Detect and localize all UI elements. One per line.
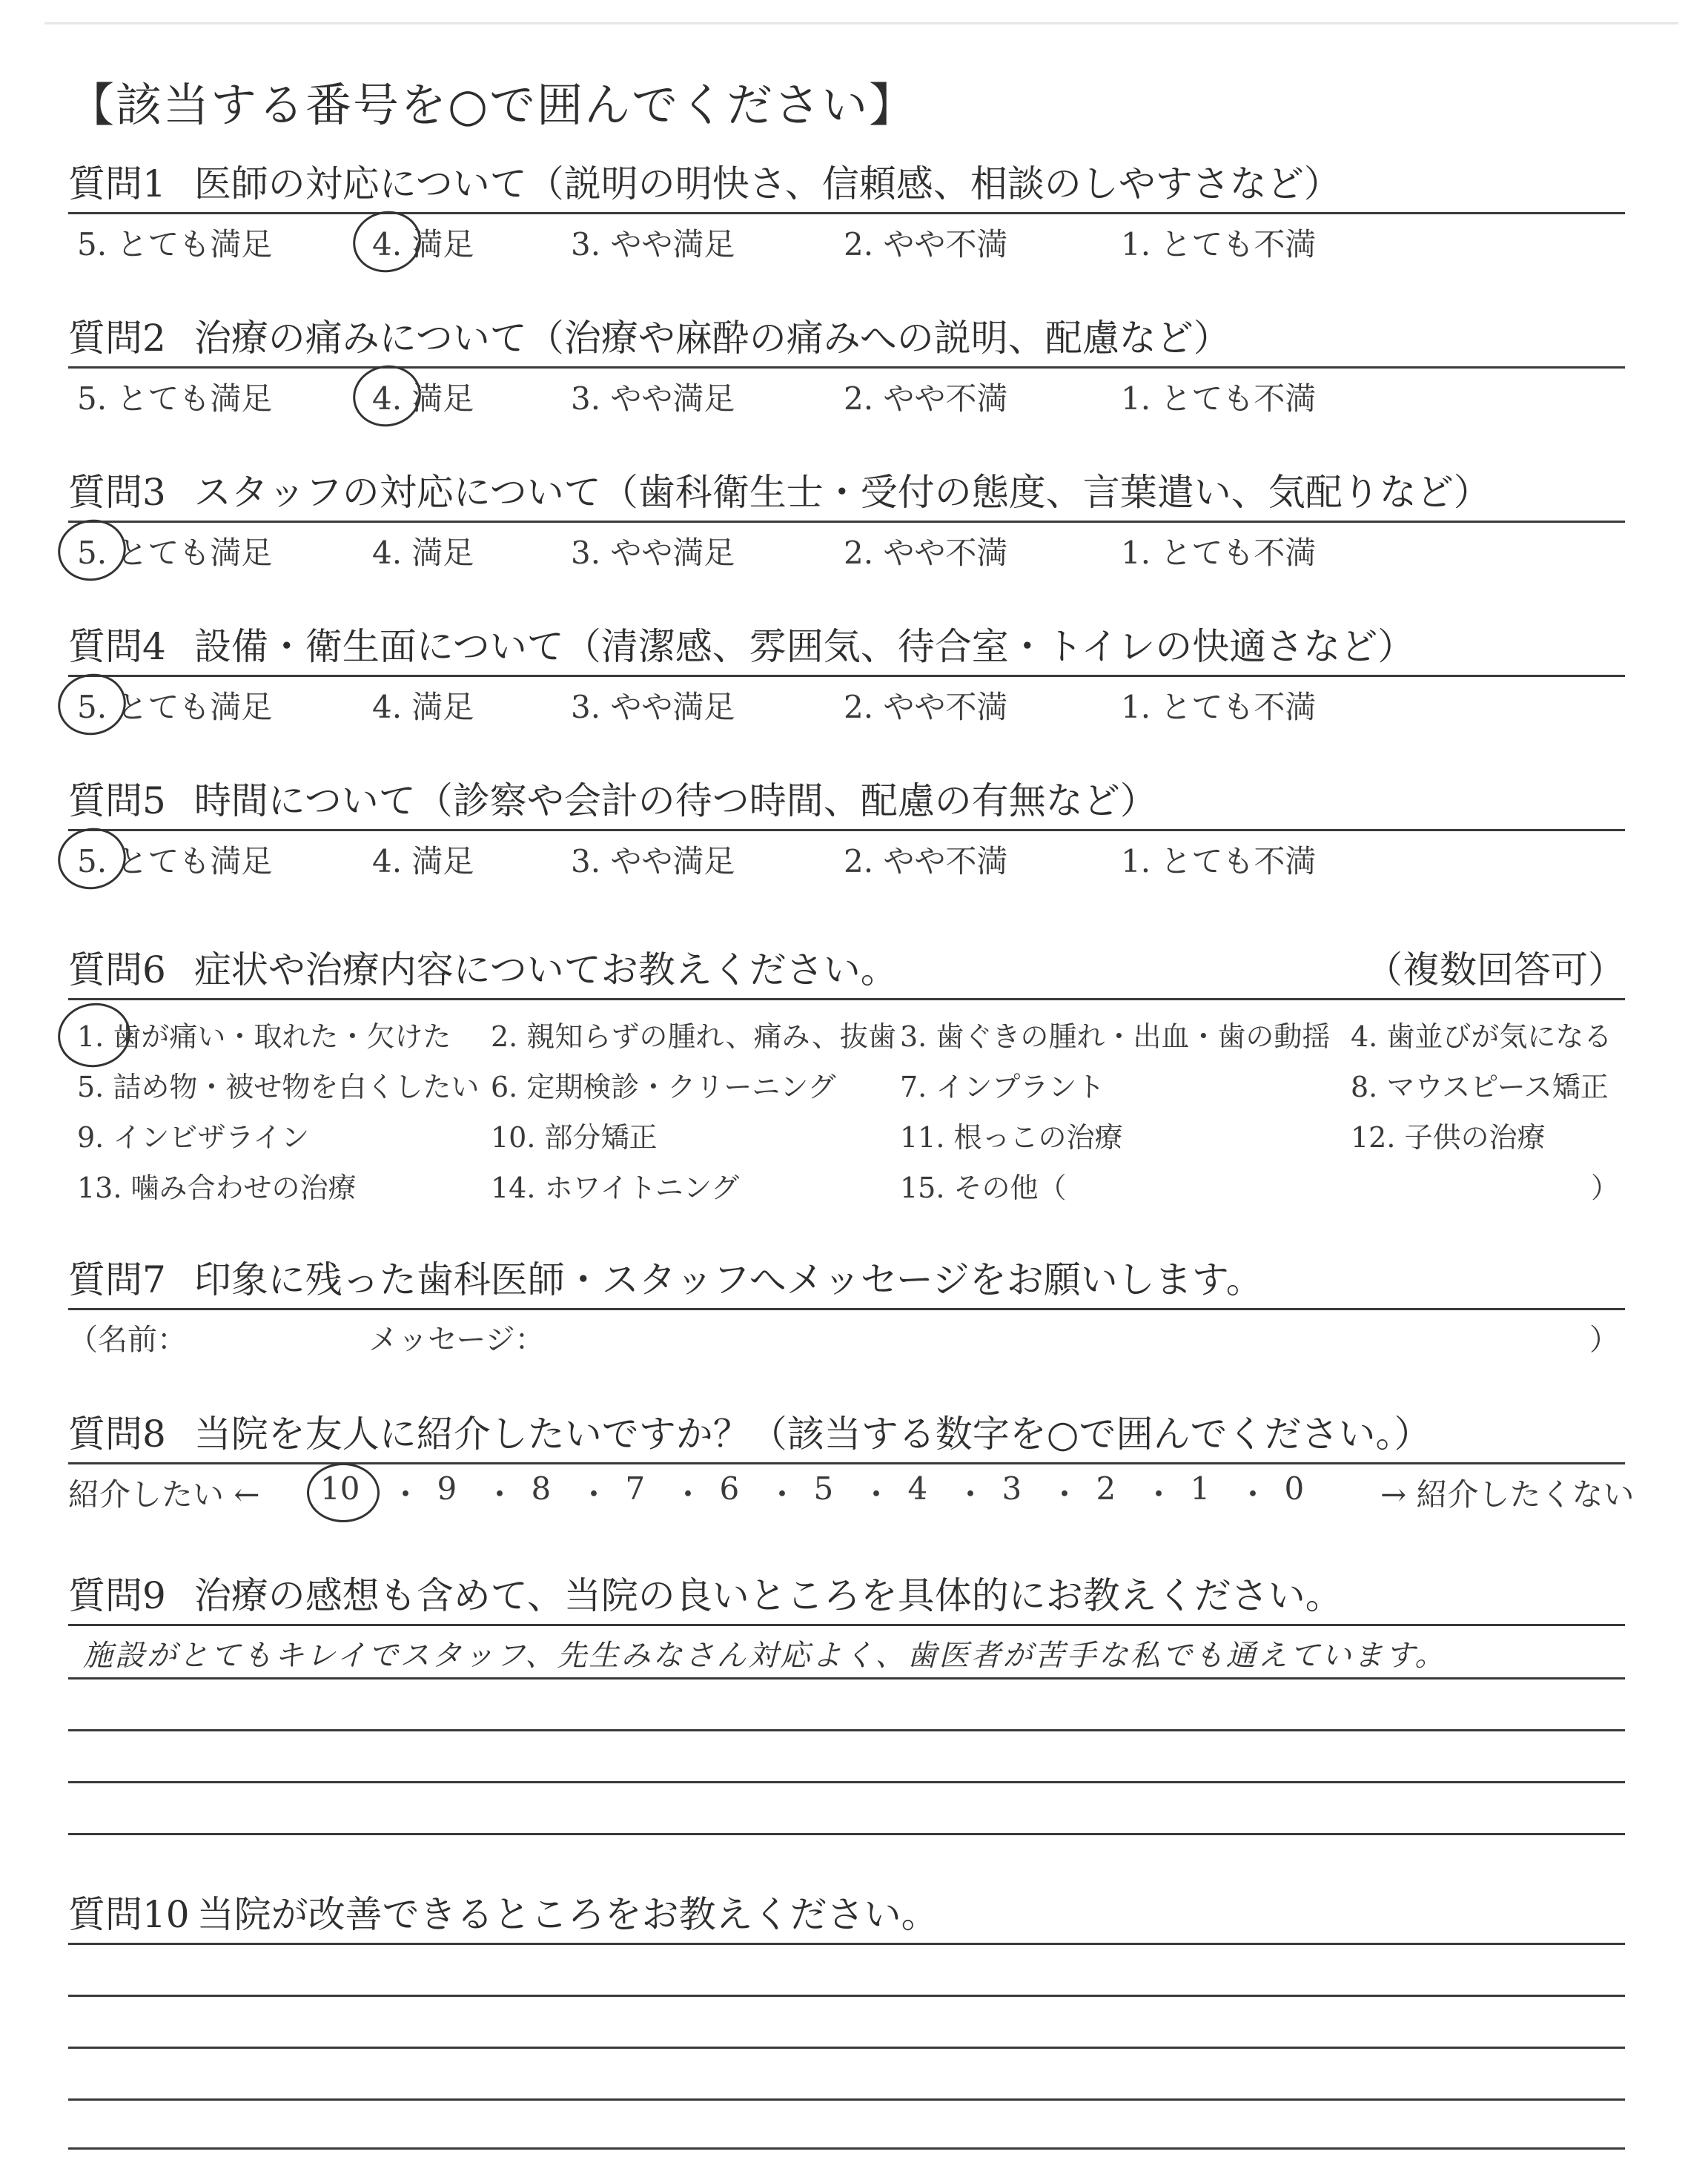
question-number: 質問3 (68, 471, 166, 514)
rating-option[interactable]: 5. とても満足 (77, 535, 273, 571)
selected-circle (52, 513, 131, 587)
symptom-options (68, 1000, 1625, 1215)
close-paren: ） (1590, 1172, 1619, 1204)
answer-line (68, 2098, 1625, 2101)
scale-separator: ・ (1143, 1476, 1175, 1513)
symptom-option[interactable]: 3. 歯ぐきの腫れ・出血・歯の動揺 (900, 1020, 1331, 1053)
symptom-option[interactable]: 7. インプラント (900, 1071, 1105, 1103)
rating-option[interactable]: 2. やや不満 (844, 689, 1008, 725)
question-number: 質問10 (68, 1893, 190, 1936)
question-text: スタッフの対応について（歯科衛生士・受付の態度、言葉遣い、気配りなど） (193, 471, 1491, 514)
selected-circle (52, 667, 131, 741)
scale-separator: ・ (767, 1476, 798, 1513)
answer-line (68, 1781, 1625, 1783)
question-number: 質問5 (68, 779, 166, 822)
question-number: 質問4 (68, 625, 166, 668)
scale-value[interactable]: 7 (625, 1470, 646, 1507)
rating-option[interactable]: 2. やや不満 (844, 535, 1008, 571)
rating-option[interactable]: 1. とても不満 (1121, 843, 1317, 879)
question-text: 当院を友人に紹介したいですか？（該当する数字を○で囲んでください。） (193, 1413, 1431, 1456)
scale-separator: ・ (1049, 1476, 1081, 1513)
question-3 (68, 466, 1625, 570)
rating-option[interactable]: 4. 満足 (372, 535, 474, 571)
scale-separator: ・ (484, 1476, 516, 1513)
question-6 (68, 943, 1625, 1215)
rating-options (68, 831, 1625, 879)
rating-option[interactable]: 3. やや満足 (571, 380, 735, 417)
scale-left-label: 紹介したい ← (68, 1476, 260, 1513)
top-border (44, 22, 1678, 24)
symptom-option[interactable]: 15. その他（ (900, 1172, 1067, 1204)
symptom-option[interactable]: 6. 定期検診・クリーニング (491, 1071, 836, 1103)
rating-option[interactable]: 5. とても満足 (77, 689, 273, 725)
rating-option[interactable]: 3. やや満足 (571, 843, 735, 879)
rating-option[interactable]: 4. 満足 (372, 689, 474, 725)
scale-separator: ・ (672, 1476, 704, 1513)
rating-option[interactable]: 1. とても不満 (1121, 535, 1317, 571)
scale-value[interactable]: 2 (1096, 1470, 1116, 1507)
question-text: 時間について（診察や会計の待つ時間、配慮の有無など） (193, 779, 1157, 822)
question-text: 当院が改善できるところをお教えください。 (196, 1893, 939, 1936)
rating-options (68, 369, 1625, 416)
question-number: 質問1 (68, 162, 166, 205)
rating-option[interactable]: 1. とても不満 (1121, 689, 1317, 725)
question-text: 治療の痛みについて（治療や麻酔の痛みへの説明、配慮など） (193, 317, 1231, 360)
question-number: 質問2 (68, 317, 166, 360)
scale-value[interactable]: 9 (437, 1470, 457, 1507)
question-9 (68, 1569, 1625, 1674)
scale-right-label: → 紹介したくない (1380, 1476, 1635, 1513)
selected-circle (347, 359, 426, 432)
rating-options (68, 523, 1625, 570)
symptom-option[interactable]: 14. ホワイトニング (491, 1172, 740, 1204)
question-4 (68, 620, 1625, 724)
scale-value[interactable]: 6 (719, 1470, 740, 1507)
divider (68, 1943, 1625, 1945)
question-8 (68, 1407, 1635, 1516)
rating-option[interactable]: 3. やや満足 (571, 535, 735, 571)
scale-value[interactable]: 1 (1190, 1470, 1211, 1507)
scale-value[interactable]: 0 (1284, 1470, 1305, 1507)
rating-option[interactable]: 1. とても不満 (1121, 226, 1317, 262)
page-title: 【該当する番号を○で囲んでください】 (68, 78, 917, 132)
rating-option[interactable]: 3. やや満足 (571, 689, 735, 725)
scale-value[interactable]: 3 (1002, 1470, 1022, 1507)
rating-option[interactable]: 2. やや不満 (844, 226, 1008, 262)
selected-circle (347, 205, 426, 278)
symptom-option[interactable]: 5. 詰め物・被せ物を白くしたい (77, 1071, 480, 1103)
rating-option[interactable]: 5. とても満足 (77, 843, 273, 879)
answer-line (68, 1677, 1625, 1680)
question-number: 質問7 (68, 1258, 166, 1301)
answer-line (68, 2047, 1625, 2049)
rating-option[interactable]: 5. とても満足 (77, 380, 273, 417)
question-text: 治療の感想も含めて、当院の良いところを具体的にお教えください。 (193, 1574, 1343, 1617)
rating-option[interactable]: 5. とても満足 (77, 226, 273, 262)
question-number: 質問9 (68, 1574, 166, 1617)
rating-options (68, 214, 1625, 262)
scale-separator: ・ (578, 1476, 610, 1513)
question-text: 医師の対応について（説明の明快さ、信頼感、相談のしやすさなど） (193, 162, 1341, 205)
question-number: 質問8 (68, 1413, 166, 1456)
symptom-option[interactable]: 4. 歯並びが気になる (1351, 1020, 1612, 1053)
scale-separator: ・ (390, 1476, 422, 1513)
question-1 (68, 157, 1625, 262)
answer-line (68, 1995, 1625, 1997)
rating-option[interactable]: 4. 満足 (372, 843, 474, 879)
symptom-option[interactable]: 9. インビザライン (77, 1121, 310, 1154)
scale-separator: ・ (955, 1476, 987, 1513)
scale-separator: ・ (861, 1476, 893, 1513)
selected-circle (52, 822, 131, 895)
answer-line (68, 1729, 1625, 1731)
message-label: メッセージ： (368, 1323, 545, 1357)
rating-options (68, 677, 1625, 724)
name-label: （名前： (68, 1323, 187, 1357)
question-text: 設備・衛生面について（清潔感、雰囲気、待合室・トイレの快適さなど） (193, 625, 1415, 668)
multiple-answer-note: （複数回答可） (1366, 948, 1625, 991)
rating-option[interactable]: 4. 満足 (372, 226, 474, 262)
question-text: 症状や治療内容についてお教えください。 (193, 948, 898, 991)
scale-value[interactable]: 4 (907, 1470, 928, 1507)
scale-value[interactable]: 8 (531, 1470, 552, 1507)
rating-option[interactable]: 1. とても不満 (1121, 380, 1317, 417)
answer-line (68, 1833, 1625, 1835)
question-7 (68, 1253, 1625, 1358)
symptom-option[interactable]: 12. 子供の治療 (1351, 1121, 1546, 1154)
symptom-option[interactable]: 10. 部分矯正 (491, 1121, 658, 1154)
symptom-option[interactable]: 11. 根っこの治療 (900, 1121, 1123, 1154)
symptom-option[interactable]: 8. マウスピース矯正 (1351, 1071, 1609, 1103)
rating-option[interactable]: 2. やや不満 (844, 843, 1008, 879)
handwritten-answer: 施設がとてもキレイでスタッフ、先生みなさん対応よく、歯医者が苦手な私でも通えています。 (83, 1639, 1447, 1673)
rating-option[interactable]: 2. やや不満 (844, 380, 1008, 417)
close-paren: ） (1589, 1323, 1619, 1357)
recommend-scale (68, 1464, 1635, 1516)
symptom-option[interactable]: 1. 歯が痛い・取れた・欠けた (77, 1020, 451, 1053)
question-text: 印象に残った歯科医師・スタッフへメッセージをお願いします。 (193, 1258, 1263, 1301)
question-10 (68, 1888, 1625, 1945)
symptom-option[interactable]: 13. 噛み合わせの治療 (77, 1172, 357, 1204)
scale-value[interactable]: 5 (813, 1470, 834, 1507)
selected-circle (307, 1463, 380, 1522)
question-number: 質問6 (68, 948, 166, 991)
selected-circle (53, 997, 135, 1073)
scale-separator: ・ (1237, 1476, 1269, 1513)
question-2 (68, 311, 1625, 416)
rating-option[interactable]: 3. やや満足 (571, 226, 735, 262)
question-5 (68, 774, 1625, 879)
scale-value[interactable]: 10 (320, 1470, 360, 1507)
symptom-option[interactable]: 2. 親知らずの腫れ、痛み、抜歯 (491, 1020, 896, 1053)
answer-line (68, 2147, 1625, 2150)
rating-option[interactable]: 4. 満足 (372, 380, 474, 417)
